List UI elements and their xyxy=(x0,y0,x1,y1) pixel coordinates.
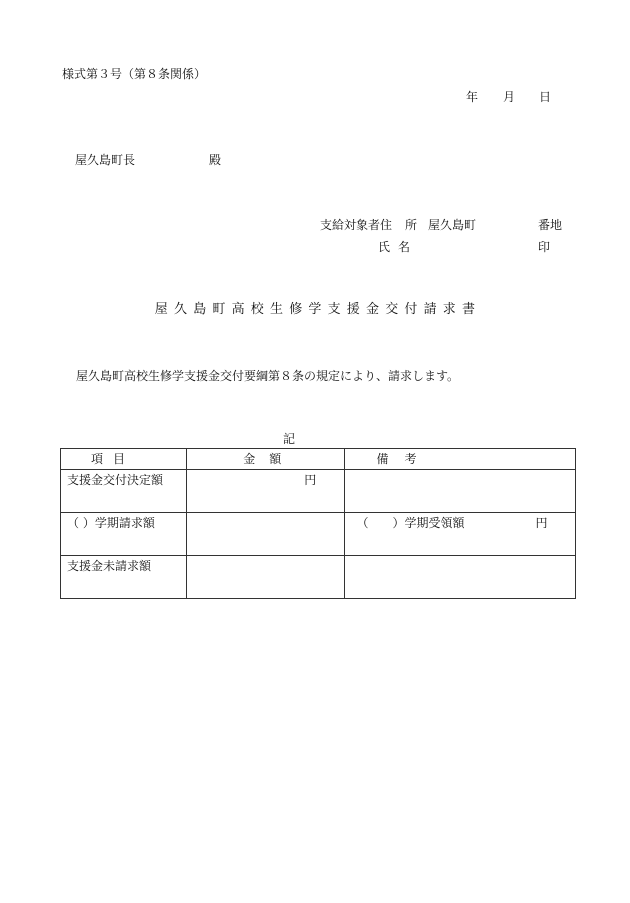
row-item-cell xyxy=(61,470,187,513)
address-banchi: 番地 xyxy=(538,218,563,232)
row-item-text: 支援金未請求額 xyxy=(67,559,152,573)
row-item-cell xyxy=(61,556,187,599)
header-amount-label: 金額 xyxy=(243,452,296,466)
date-day-label: 日 xyxy=(539,90,552,104)
addressee-suffix: 殿 xyxy=(209,153,222,167)
row-note-text: （ ）学期受領額 xyxy=(356,516,465,530)
date-month-label: 月 xyxy=(503,90,516,104)
date-year-label: 年 xyxy=(466,90,479,104)
document-title: 屋久島町高校生修学支援金交付請求書 xyxy=(154,302,482,317)
table-row xyxy=(61,556,576,599)
summary-table xyxy=(60,448,576,599)
seal-mark: 印 xyxy=(538,240,551,254)
header-note xyxy=(344,449,575,470)
table-row xyxy=(61,470,576,513)
row-note-cell xyxy=(344,470,575,513)
row-item-text: 支援金交付決定額 xyxy=(67,473,164,487)
header-item xyxy=(61,449,187,470)
ki-label: 記 xyxy=(283,432,296,446)
row-amount-cell xyxy=(187,513,344,556)
row-amount-cell xyxy=(187,556,344,599)
row-amount-yen: 円 xyxy=(304,473,317,487)
header-item-label: 項目 xyxy=(91,452,136,466)
table-row xyxy=(61,513,576,556)
header-note-label: 備考 xyxy=(376,452,433,466)
form-number: 様式第３号（第８条関係） xyxy=(62,67,207,81)
header-amount xyxy=(187,449,344,470)
row-item-cell xyxy=(61,513,187,556)
row-note-cell xyxy=(344,513,575,556)
row-note-cell xyxy=(344,556,575,599)
row-item-text: （ ）学期請求額 xyxy=(67,516,155,530)
addressee-name: 屋久島町長 xyxy=(75,153,136,167)
table-header-row xyxy=(61,449,576,470)
name-label: 氏名 xyxy=(378,240,419,254)
row-amount-cell xyxy=(187,470,344,513)
applicant-label: 支給対象者住 xyxy=(320,218,393,232)
address-label: 所 xyxy=(405,218,418,232)
body-text: 屋久島町高校生修学支援金交付要綱第８条の規定により、請求します。 xyxy=(76,369,460,383)
row-note-yen: 円 xyxy=(535,516,548,530)
address-town: 屋久島町 xyxy=(428,218,477,232)
